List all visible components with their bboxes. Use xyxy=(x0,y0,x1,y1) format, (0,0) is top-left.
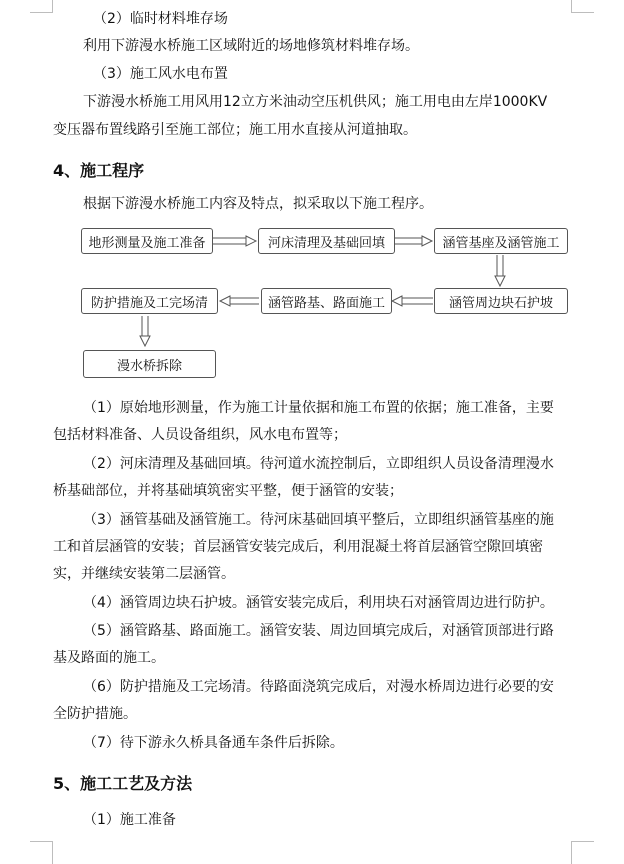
step1-line1: （1）原始地形测量，作为施工计量依据和施工布置的依据；施工准备，主要 xyxy=(83,400,554,416)
flow-step-5: 涵管路基、路面施工 xyxy=(261,288,392,314)
flow-step-7: 漫水桥拆除 xyxy=(83,350,216,378)
item3-text-line1: 下游漫水桥施工用风用12立方米油动空压机供风；施工用电由左岸1000KV xyxy=(83,94,548,110)
step1-line2: 包括材料准备、人员设备组织，风水电布置等； xyxy=(53,427,347,443)
section4-heading: 4、施工程序 xyxy=(53,161,145,180)
section5-item1: （1）施工准备 xyxy=(83,812,176,828)
section5-heading: 5、施工工艺及方法 xyxy=(53,774,193,793)
item3-text-line2: 变压器布置线路引至施工部位；施工用水直接从河道抽取。 xyxy=(53,122,417,138)
flowchart-arrows xyxy=(0,0,624,400)
flow-step-4: 涵管周边块石护坡 xyxy=(434,288,568,314)
item2-text: 利用下游漫水桥施工区域附近的场地修筑材料堆存场。 xyxy=(83,38,419,54)
flow-step-3: 涵管基座及涵管施工 xyxy=(434,228,568,254)
step6-line1: （6）防护措施及工完场清。待路面浇筑完成后，对漫水桥周边进行必要的安 xyxy=(83,679,554,695)
step5-line1: （5）涵管路基、路面施工。涵管安装、周边回填完成后，对涵管顶部进行路 xyxy=(83,623,554,639)
step2-line1: （2）河床清理及基础回填。待河道水流控制后，立即组织人员设备清理漫水 xyxy=(83,456,554,472)
flow-step-6: 防护措施及工完场清 xyxy=(81,288,218,314)
page-corner-mark xyxy=(571,841,594,864)
page-corner-mark xyxy=(30,841,53,864)
flow-step-1: 地形测量及施工准备 xyxy=(81,228,213,254)
step3-line3: 实，并继续安装第二层涵管。 xyxy=(53,566,235,582)
section4-lead: 根据下游漫水桥施工内容及特点，拟采取以下施工程序。 xyxy=(83,196,433,212)
flow-step-2: 河床清理及基础回填 xyxy=(258,228,395,254)
item2-heading: （2）临时材料堆存场 xyxy=(93,11,228,27)
step3-line1: （3）涵管基础及涵管施工。待河床基础回填平整后，立即组织涵管基座的施 xyxy=(83,512,554,528)
step5-line2: 基及路面的施工。 xyxy=(53,650,165,666)
step3-line2: 工和首层涵管的安装；首层涵管安装完成后，利用混凝土将首层涵管空隙回填密 xyxy=(53,539,543,555)
item3-heading: （3）施工风水电布置 xyxy=(93,66,228,82)
step6-line2: 全防护措施。 xyxy=(53,706,137,722)
step4-line1: （4）涵管周边块石护坡。涵管安装完成后，利用块石对涵管周边进行防护。 xyxy=(83,595,554,611)
step2-line2: 桥基础部位，并将基础填筑密实平整，便于涵管的安装； xyxy=(53,483,403,499)
step7-line1: （7）待下游永久桥具备通车条件后拆除。 xyxy=(83,735,344,751)
